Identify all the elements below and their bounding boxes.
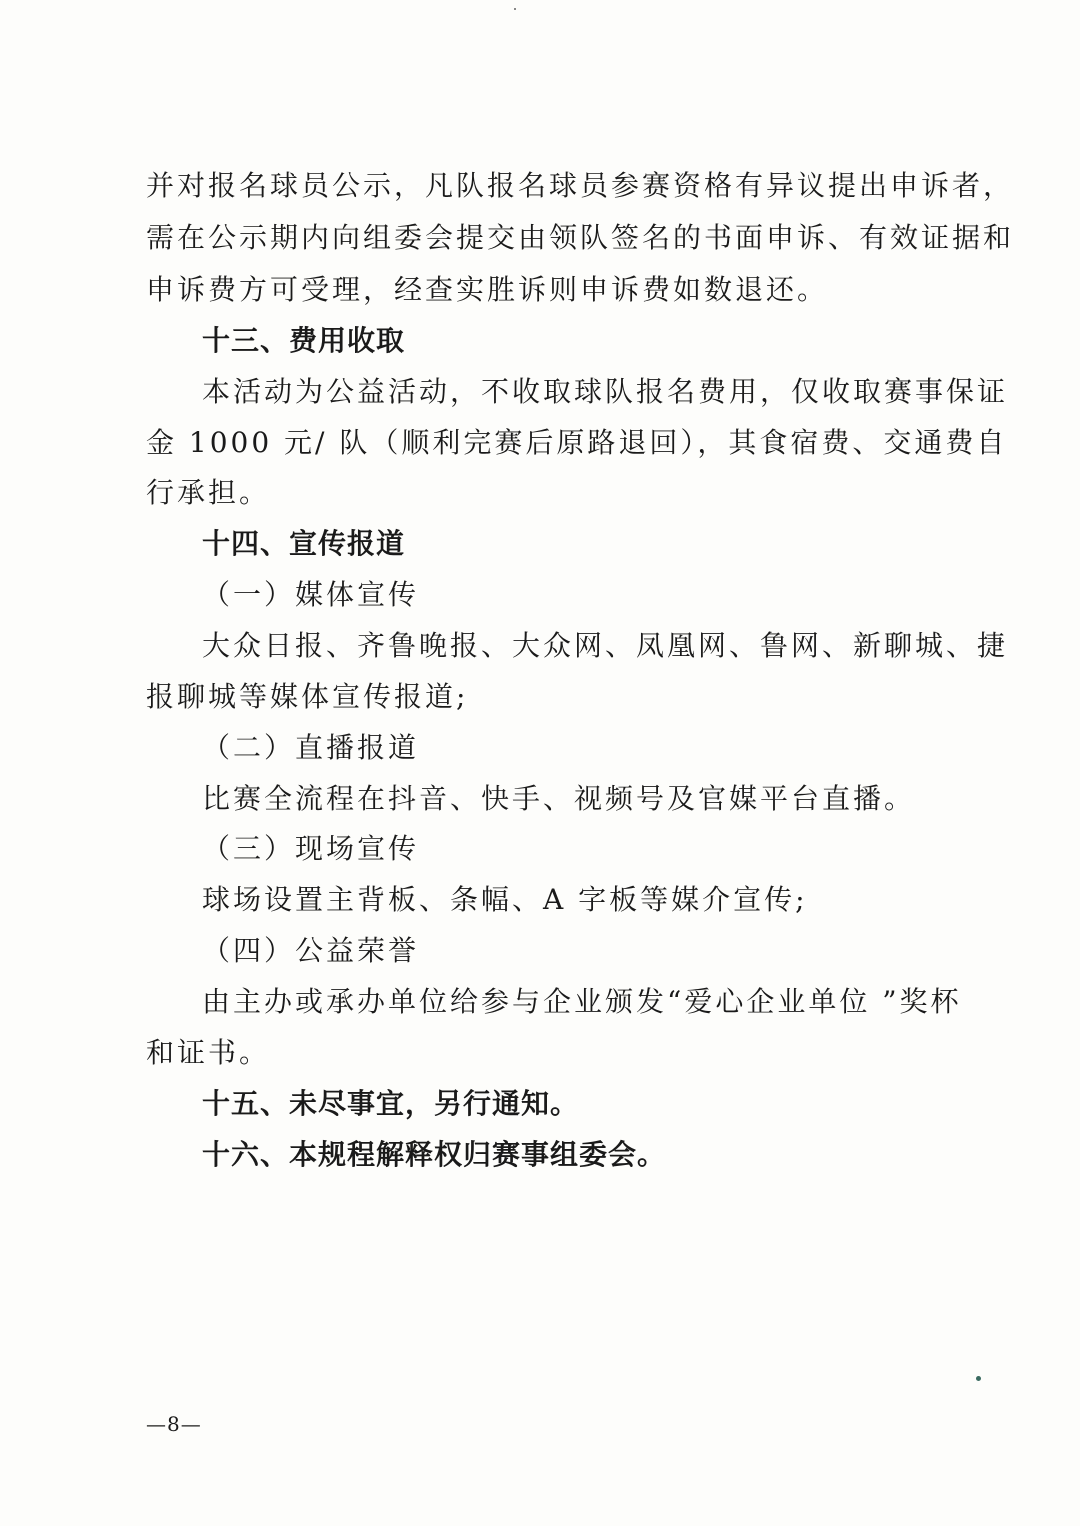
section-13-heading: 十三、费用收取 <box>202 324 406 357</box>
section-14-sub4-line-1: 由主办或承办单位给参与企业颁发“爱心企业单位 ”奖杯 <box>202 985 962 1018</box>
body-line-3: 申诉费方可受理，经查实胜诉则申诉费如数退还。 <box>146 273 829 306</box>
section-14-sub3-line: 球场设置主背板、条幅、A 字板等媒介宣传; <box>202 883 808 916</box>
scan-speck <box>514 8 516 10</box>
section-14-sub1-line-2: 报聊城等媒体宣传报道; <box>146 680 469 713</box>
body-line-1: 并对报名球员公示，凡队报名球员参赛资格有异议提出申诉者， <box>146 169 1015 202</box>
section-14-heading: 十四、宣传报道 <box>202 527 406 560</box>
section-14-sub2-title: （二）直播报道 <box>202 731 420 764</box>
section-16-heading: 十六、本规程解释权归赛事组委会。 <box>202 1138 667 1171</box>
scan-dot <box>976 1376 981 1381</box>
section-14-sub3-title: （三）现场宣传 <box>202 832 420 865</box>
body-line-2: 需在公示期内向组委会提交由领队签名的书面申诉、有效证据和 <box>146 221 1015 254</box>
section-14-sub4-line-2: 和证书。 <box>146 1036 271 1069</box>
section-13-line-3: 行承担。 <box>146 476 271 509</box>
page-number: —8— <box>146 1412 202 1436</box>
section-14-sub1-title: （一）媒体宣传 <box>202 578 420 611</box>
section-14-sub2-line: 比赛全流程在抖音、快手、视频号及官媒平台直播。 <box>202 782 916 815</box>
section-15-heading: 十五、未尽事宜，另行通知。 <box>202 1087 580 1120</box>
section-14-sub1-line-1: 大众日报、齐鲁晚报、大众网、凤凰网、鲁网、新聊城、捷 <box>202 629 1009 662</box>
section-13-line-1: 本活动为公益活动，不收取球队报名费用，仅收取赛事保证 <box>202 375 1009 408</box>
section-13-line-2: 金 1000 元/ 队（顺利完赛后原路退回），其食宿费、交通费自 <box>146 426 1008 459</box>
section-14-sub4-title: （四）公益荣誉 <box>202 934 420 967</box>
